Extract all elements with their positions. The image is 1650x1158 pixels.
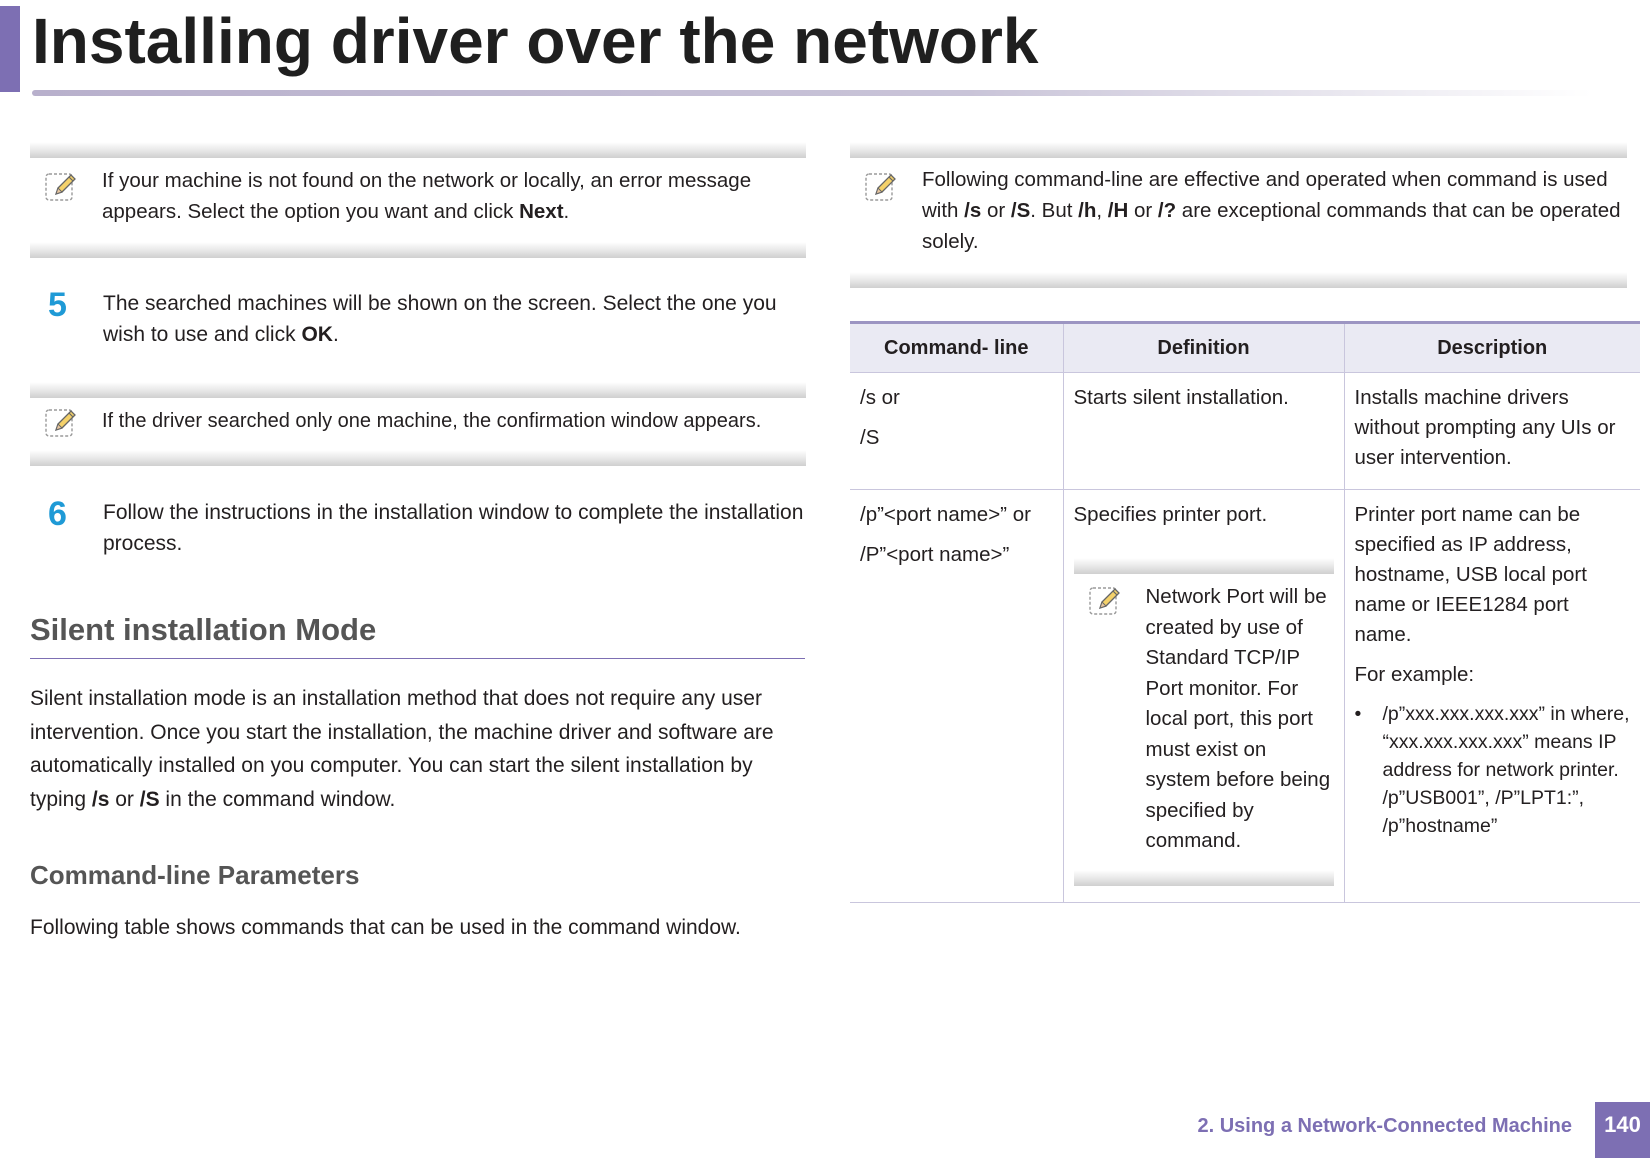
note-bottom-bar <box>30 242 806 258</box>
note-text-part: are exceptional commands that can be operated solely. <box>922 199 1621 253</box>
command-text: /p”<port name>” or <box>860 503 1031 526</box>
step-text: Follow the instructions in the installation window to complete the installation process. <box>103 501 804 555</box>
cell-definition <box>1063 490 1344 903</box>
command-text: /P”<port name>” <box>860 543 1010 566</box>
command-text: /S <box>860 426 880 449</box>
table-header-row <box>850 323 1640 373</box>
command-text: /s or <box>860 386 900 409</box>
note-bottom-bar <box>30 450 806 466</box>
title-rule <box>32 90 1592 96</box>
note-pencil-icon <box>864 170 898 204</box>
note-bottom-bar <box>1074 870 1334 886</box>
bullet-marker: • <box>1354 703 1362 725</box>
subsection-paragraph: Following table shows commands that can be used in the command window. <box>30 916 741 939</box>
note-pencil-icon <box>44 170 78 204</box>
switch-help: /? <box>1157 199 1177 222</box>
page-number: 140 <box>1595 1102 1650 1158</box>
note-bottom-bar <box>850 272 1627 288</box>
cell-description <box>1344 490 1640 903</box>
next-keyword: Next <box>519 200 564 223</box>
switch-h-lower: /h <box>1078 199 1097 222</box>
note-text-part: If your machine is not found on the network or locally, an error message appears. Select the option you want and click <box>102 169 752 223</box>
step-5 <box>30 286 805 356</box>
title-accent-bar <box>0 6 20 92</box>
note-text-part: . But <box>1030 199 1079 222</box>
example-label: For example: <box>1354 663 1475 686</box>
step-text <box>103 288 805 350</box>
header-command-line: Command- line <box>850 323 1063 373</box>
table-row <box>850 373 1640 490</box>
definition-text: Specifies printer port. <box>1073 503 1268 526</box>
para-text-part: or <box>109 787 140 811</box>
note-text: If the driver searched only one machine, the confirmation window appears. <box>102 410 762 432</box>
note-not-found <box>30 142 806 258</box>
note-text <box>922 164 1627 257</box>
command-table <box>850 321 1640 903</box>
switch-s-upper: /S <box>139 787 160 811</box>
switch-s-lower: /s <box>91 787 110 811</box>
para-text-part: Silent installation mode is an installation method that does not require any user intervention. Once you start the installation, the machine driver and software are automatically installed on you computer. You can start the silent installation by typing <box>30 687 774 811</box>
section-title: Silent installation Mode <box>30 612 377 647</box>
note-text-part: or <box>981 199 1011 222</box>
switch-s-lower: /s <box>964 199 982 222</box>
note-pencil-icon <box>1088 584 1122 618</box>
subsection-title: Command-line Parameters <box>30 860 360 890</box>
switch-h-upper: /H <box>1107 199 1129 222</box>
header-description: Description <box>1344 323 1640 373</box>
note-top-bar <box>30 382 806 398</box>
step-text-part: . <box>332 323 339 346</box>
step-6 <box>30 495 805 565</box>
switch-s-upper: /S <box>1010 199 1031 222</box>
note-top-bar <box>1074 558 1334 574</box>
note-single-machine <box>30 382 806 466</box>
example-bullet <box>1355 700 1631 840</box>
note-text-part: or <box>1128 199 1158 222</box>
cell-command <box>850 490 1063 903</box>
ok-keyword: OK <box>301 323 333 346</box>
step-number: 6 <box>48 495 67 533</box>
page-title: Installing driver over the network <box>32 5 1039 77</box>
header-definition: Definition <box>1063 323 1344 373</box>
note-text-part: . <box>563 200 570 223</box>
description-text: Printer port name can be specified as IP address, hostname, USB local port name or IEEE1284 port name. <box>1354 503 1587 646</box>
step-number: 5 <box>48 286 67 324</box>
para-text-part: in the command window. <box>159 787 396 811</box>
note-pencil-icon <box>44 406 78 440</box>
cell-command <box>850 373 1063 490</box>
step-text-part: The searched machines will be shown on the screen. Select the one you wish to use and click <box>103 292 777 346</box>
definition-note <box>1074 558 1334 886</box>
note-command-line <box>850 142 1627 288</box>
note-text-part: Following command-line are effective and operated when command is used with <box>922 168 1608 222</box>
section-paragraph <box>30 682 810 816</box>
cell-description: Installs machine drivers without prompting any UIs or user intervention. <box>1344 373 1640 490</box>
note-text <box>102 165 806 227</box>
cell-definition: Starts silent installation. <box>1063 373 1344 490</box>
example-text: /p”xxx.xxx.xxx.xxx” in where, “xxx.xxx.xxx.xxx” means IP address for network printer. /p”USB001”, /P”LPT1:”, /p”hostname” <box>1382 703 1630 837</box>
note-top-bar <box>850 142 1627 158</box>
footer-chapter: 2. Using a Network-Connected Machine <box>1197 1115 1572 1137</box>
section-rule <box>30 658 805 659</box>
note-text-part: , <box>1096 199 1108 222</box>
note-text: Network Port will be created by use of Standard TCP/IP Port monitor. For local port, this port must exist on system before being specified by command. <box>1145 585 1331 852</box>
note-top-bar <box>30 142 806 158</box>
table-row <box>850 490 1640 903</box>
